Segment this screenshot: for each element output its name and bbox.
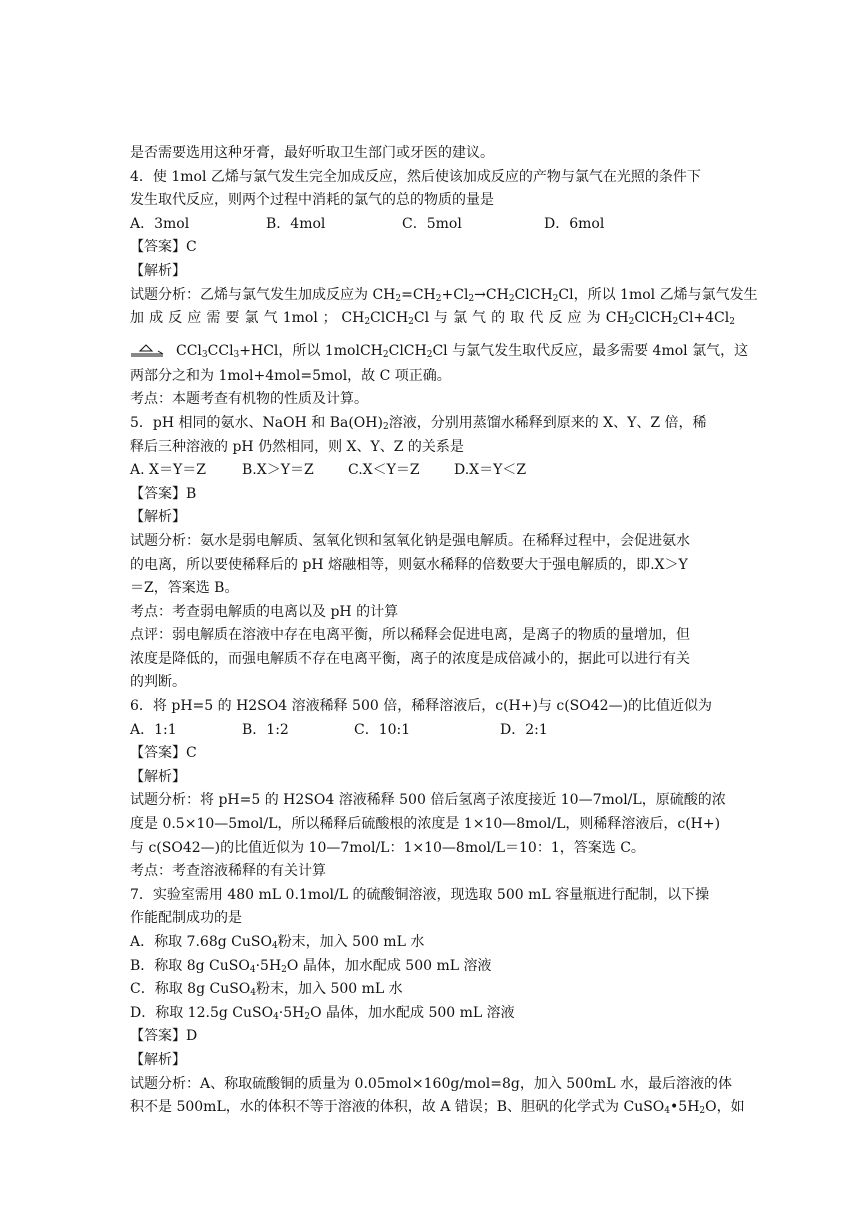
q6-point: 考点：考查溶液稀释的有关计算 — [130, 863, 326, 880]
q5-comment-line-3: 的判断。 — [130, 674, 186, 691]
q7-option-d: D．称取 12.5g $CuSO_4\cdot 5H_2O$ 晶体，加水配成 500 mL 溶液 — [130, 1004, 515, 1022]
q5-stem-line-1: 5．pH 相同的氨水、NaOH 和 $Ba(OH)_2$溶液，分别用蒸馏水稀释到原来的 X、Y、Z 倍，稀 — [130, 414, 707, 432]
q7-option-b: B．称取 8g $CuSO_4\cdot 5H_2O$ 晶体，加水配成 500 mL 溶液 — [130, 957, 492, 975]
q6-option-b: B．1:2 — [242, 721, 289, 738]
q4-point: 考点：本题考查有机物的性质及计算。 — [130, 391, 368, 408]
q5-comment-line-1: 点评：弱电解质在溶液中存在电离平衡，所以稀释会促进电离，是离子的物质的量增加，但 — [130, 627, 690, 644]
q6-option-a: A．1:1 — [130, 721, 177, 738]
q7-analysis-label: 【解析】 — [130, 1051, 186, 1068]
q4-option-b: B．4mol — [266, 215, 326, 232]
q4-analysis-line-2: 加 成 反 应 需 要 氯 气 1mol ； $CH_2ClCH_2Cl$ 与 氯 气 的 取 代 反 应 为 $CH_2ClCH_2Cl+4Cl_2$ — [130, 310, 735, 328]
answer-label: 【答案】 — [130, 239, 186, 256]
q5-analysis-line-3: ＝Z，答案选 B。 — [130, 580, 239, 597]
q4-answer — [130, 236, 735, 260]
heat-arrow-icon — [130, 342, 164, 360]
q7-option-a: A．称取 7.68g CuSO$_4$粉末，加入 500 mL 水 — [130, 934, 425, 951]
q5-stem-line-2: 释后三种溶液的 pH 仍然相同，则 X、Y、Z 的关系是 — [130, 438, 464, 455]
q5-analysis-line-1: 试题分析：氨水是弱电解质、氢氧化钡和氢氧化钠是强电解质。在稀释过程中，会促进氨水 — [130, 532, 690, 549]
q6-answer: 【答案】C — [130, 745, 197, 762]
q6-option-c: C．10:1 — [354, 721, 411, 738]
q5-option-d: D.X＝Y＜Z — [454, 462, 527, 479]
q4-option-a: A．3mol — [130, 215, 190, 232]
q6-options — [130, 719, 735, 743]
q6-analysis-line-3: 与 c(SO42—)的比值近似为 10—7mol/L：1×10—8mol/L＝10：1，答案选 C。 — [130, 839, 645, 856]
q6-answer-value: C — [186, 745, 197, 762]
q7-analysis-line-2: 积不是 500mL，水的体积不等于溶液的体积，故 A 错误；B、胆矾的化学式为 $CuSO_4•5H_2O$，如 — [130, 1099, 745, 1117]
q4-stem-line-1: 4．使 1mol 乙烯与氯气发生完全加成反应，然后使该加成反应的产物与氯气在光照的条件下 — [130, 168, 701, 185]
q5-answer-value: B — [186, 485, 197, 502]
q4-options — [130, 213, 735, 237]
intro-line: 是否需要选用这种牙膏，最好听取卫生部门或牙医的建议。 — [130, 145, 494, 161]
q4-analysis-line-1: 试题分析：乙烯与氯气发生加成反应为 $CH_2=CH_2+Cl_2\to CH_2ClCH_2Cl$，所以 1mol 乙烯与氯气发生 — [130, 286, 758, 304]
q4-option-c: C．5mol — [402, 215, 462, 232]
q6-option-d: D．2:1 — [500, 721, 548, 738]
q6-analysis-line-2: 度是 0.5×10—5mol/L，所以稀释后硫酸根的浓度是 1×10—8mol/L，则稀释溶液后，c(H+) — [130, 816, 721, 833]
q7-answer: 【答案】D — [130, 1028, 198, 1045]
q6-stem-line-1: 6．将 pH=5 的 H2SO4 溶液稀释 500 倍，稀释溶液后，c(H+)与 c(SO42—)的比值近似为 — [130, 698, 713, 715]
q5-comment-line-2: 浓度是降低的，而强电解质不存在电离平衡，离子的浓度是成倍减小的，据此可以进行有关 — [130, 650, 690, 667]
q4-stem-line-2: 发生取代反应，则两个过程中消耗的氯气的总的物质的量是 — [130, 192, 494, 209]
q7-stem-line-2: 作能配制成功的是 — [130, 910, 242, 927]
q4-answer-value: C — [186, 239, 197, 256]
q7-stem-line-1: 7．实验室需用 480 mL 0.1mol/L 的硫酸铜溶液，现选取 500 mL 容量瓶进行配制，以下操 — [130, 886, 710, 903]
q4-option-d: D．6mol — [544, 215, 605, 232]
q6-analysis-line-1: 试题分析：将 pH=5 的 H2SO4 溶液稀释 500 倍后氢离子浓度接近 10—7mol/L，原硫酸的浓 — [130, 792, 726, 809]
document-page — [130, 142, 758, 1120]
q5-analysis-line-2: 的电离，所以要使稀释后的 pH 熔融相等，则氨水稀释的倍数要大于强电解质的，即.X＞Y — [130, 556, 688, 573]
q5-options — [130, 459, 735, 483]
q4-analysis-line-3: CCl$_3$CCl$_3$+HCl，所以 1molCH$_2$ClCH$_2$Cl 与氯气发生取代反应，最多需要 4mol 氯气，这 — [130, 337, 735, 365]
q5-point: 考点：考查弱电解质的电离以及 pH 的计算 — [130, 603, 399, 620]
q7-answer-value: D — [186, 1028, 198, 1045]
q5-option-c: C.X＜Y＝Z — [348, 462, 420, 479]
q4-analysis-label: 【解析】 — [130, 262, 186, 279]
q7-option-c: C．称取 8g CuSO$_4$粉末，加入 500 mL 水 — [130, 981, 403, 999]
q5-option-a: A. X＝Y＝Z — [130, 462, 206, 479]
q5-option-b: B.X＞Y＝Z — [242, 462, 314, 479]
q7-analysis-line-1: 试题分析：A、称取硫酸铜的质量为 0.05mol×160g/mol=8g，加入 500mL 水，最后溶液的体 — [130, 1075, 733, 1092]
q5-analysis-label: 【解析】 — [130, 509, 186, 526]
q4-analysis-line-4: 两部分之和为 1mol+4mol=5mol，故 C 项正确。 — [130, 367, 451, 384]
q6-analysis-label: 【解析】 — [130, 768, 186, 785]
q5-answer: 【答案】B — [130, 485, 197, 502]
